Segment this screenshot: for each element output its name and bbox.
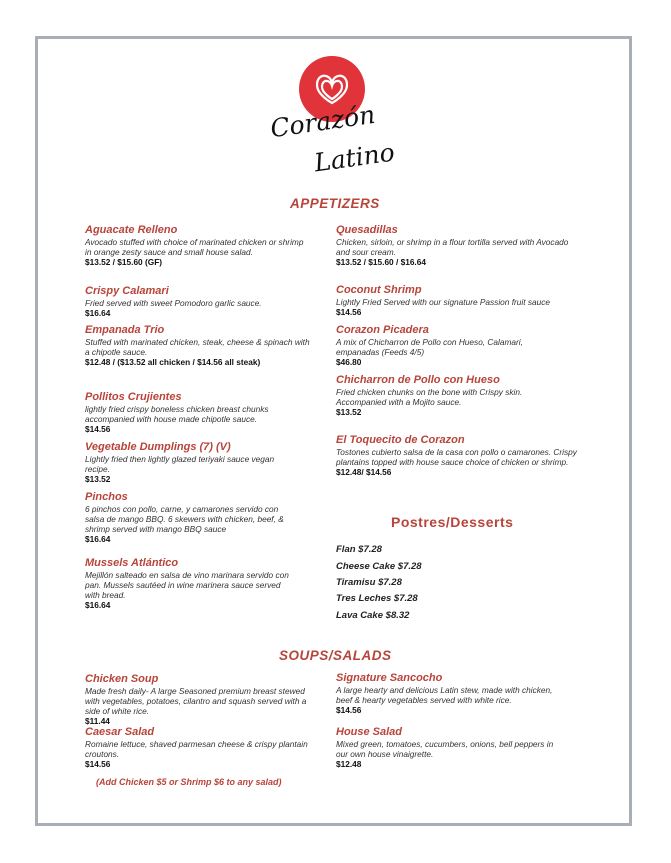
item-name: Pollitos Crujientes	[85, 391, 182, 403]
item-name: El Toquecito de Corazon	[336, 434, 465, 446]
brand-line2: Latino	[312, 137, 397, 178]
dessert-price: $7.28	[378, 577, 402, 588]
item-name: Caesar Salad	[85, 726, 155, 738]
item-name: Aguacate Relleno	[85, 224, 178, 236]
item-description: Mixed green, tomatoes, cucumbers, onions, bell peppers in our own house vinaigrette.	[336, 739, 554, 759]
item-description: Chicken, sirloin, or shrimp in a flour tortilla served with Avocado and sour cream.	[336, 237, 569, 257]
menu-item	[336, 374, 556, 417]
menu-item	[85, 391, 300, 434]
menu-item	[336, 672, 561, 715]
item-description: Made fresh daily- A large Seasoned premium breast stewed with vegetables, potatoes, cilantro and squash served with a side of white rice.	[85, 686, 307, 716]
soups-salads-heading: SOUPS/SALADS	[279, 648, 392, 663]
item-name: Empanada Trio	[85, 324, 165, 336]
menu-item	[85, 441, 300, 484]
item-price: $13.52	[85, 474, 111, 484]
item-name: Quesadillas	[336, 224, 398, 236]
item-price: $14.56	[85, 759, 111, 769]
brand-line1: Corazón	[268, 99, 377, 144]
menu-item	[85, 673, 320, 726]
menu-item	[85, 491, 290, 544]
item-price: $13.52	[336, 407, 362, 417]
item-price: $16.64	[85, 600, 111, 610]
item-description: Fried chicken chunks on the bone with Crispy skin. Accompanied with a Mojito sauce.	[336, 387, 523, 407]
dessert-item	[336, 577, 402, 588]
dessert-price: $7.28	[393, 593, 418, 604]
item-name: Crispy Calamari	[85, 285, 169, 297]
item-price: $14.56	[336, 705, 362, 715]
menu-item	[336, 324, 561, 367]
item-name: Coconut Shrimp	[336, 284, 422, 296]
menu-item	[336, 726, 561, 769]
appetizers-heading: APPETIZERS	[290, 196, 380, 211]
item-name: Signature Sancocho	[336, 672, 443, 684]
item-name: Mussels Atlántico	[85, 557, 179, 569]
menu-item	[85, 726, 320, 769]
item-description: A mix of Chicharron de Pollo con Hueso, Calamari, empanadas (Feeds 4/5)	[336, 337, 523, 357]
item-price: $14.56	[85, 424, 111, 434]
dessert-name: Tres Leches	[336, 593, 392, 604]
item-description: Stuffed with marinated chicken, steak, cheese & spinach with a chipotle sauce.	[85, 337, 310, 357]
item-name: Vegetable Dumplings (7) (V)	[85, 441, 231, 453]
item-description: Mejillón salteado en salsa de vino marinara servido con pan. Mussels sautéed in wine marinera sauce served with bread.	[85, 570, 289, 600]
item-price: $12.48/ $14.56	[336, 467, 392, 477]
item-name: Pinchos	[85, 491, 128, 503]
item-price: $11.44	[85, 716, 110, 726]
item-price: $46.80	[336, 357, 362, 367]
dessert-name: Flan	[336, 544, 356, 555]
item-name: Chicharron de Pollo con Hueso	[336, 374, 500, 386]
item-price: $13.52 / $15.60 (GF)	[85, 257, 163, 267]
dessert-item	[336, 593, 418, 604]
menu-item	[336, 284, 561, 317]
menu-item	[336, 224, 571, 267]
salad-add-on-note: (Add Chicken $5 or Shrimp $6 to any salad)	[96, 777, 282, 787]
dessert-price: $7.28	[358, 544, 382, 555]
item-name: Corazon Picadera	[336, 324, 429, 336]
dessert-item	[336, 610, 409, 621]
menu-item	[336, 434, 581, 477]
dessert-name: Cheese Cake	[336, 561, 396, 572]
desserts-heading: Postres/Desserts	[391, 514, 514, 530]
item-description: Lightly fried then lightly glazed teriyaki sauce vegan recipe.	[85, 454, 275, 474]
dessert-item	[336, 544, 382, 555]
menu-item	[85, 285, 305, 318]
item-price: $14.56	[336, 307, 362, 317]
item-name: House Salad	[336, 726, 403, 738]
item-description: lightly fried crispy boneless chicken breast chunks accompanied with house made chipotle sauce.	[85, 404, 269, 424]
item-description: A large hearty and delicious Latin stew, made with chicken, beef & hearty vegetables served with white rice.	[336, 685, 553, 705]
item-description: Lightly Fried Served with our signature Passion fruit sauce	[336, 297, 550, 307]
menu-item	[85, 557, 290, 610]
item-price: $16.64	[85, 308, 111, 318]
logo	[262, 55, 412, 180]
item-price: $12.48	[336, 759, 362, 769]
item-price: $13.52 / $15.60 / $16.64	[336, 257, 426, 267]
item-description: Fried served with sweet Pomodoro garlic sauce.	[85, 298, 262, 308]
dessert-name: Lava Cake	[336, 610, 384, 621]
item-description: 6 pinchos con pollo, carne, y camarones servido con salsa de mango BBQ. 6 skewers with chicken, beef, & shrimp served with mango BBQ sauce	[85, 504, 284, 534]
dessert-name: Tiramisu	[336, 577, 376, 588]
item-description: Romaine lettuce, shaved parmesan cheese & crispy plantain croutons.	[85, 739, 308, 759]
dessert-price: $7.28	[397, 561, 422, 572]
dessert-item	[336, 561, 422, 572]
item-name: Chicken Soup	[85, 673, 159, 685]
item-price: $16.64	[85, 534, 111, 544]
item-description: Avocado stuffed with choice of marinated chicken or shrimp in orange zesty sauce and small house salad.	[85, 237, 304, 257]
item-description: Tostones cubierto salsa de la casa con pollo o camarones. Crispy plantains topped with house sauce choice of chicken or shrimp.	[336, 447, 577, 467]
menu-item	[85, 324, 310, 367]
menu-item	[85, 224, 305, 267]
item-price: $12.48 / ($13.52 all chicken / $14.56 all steak)	[85, 357, 261, 367]
dessert-price: $8.32	[385, 610, 410, 621]
